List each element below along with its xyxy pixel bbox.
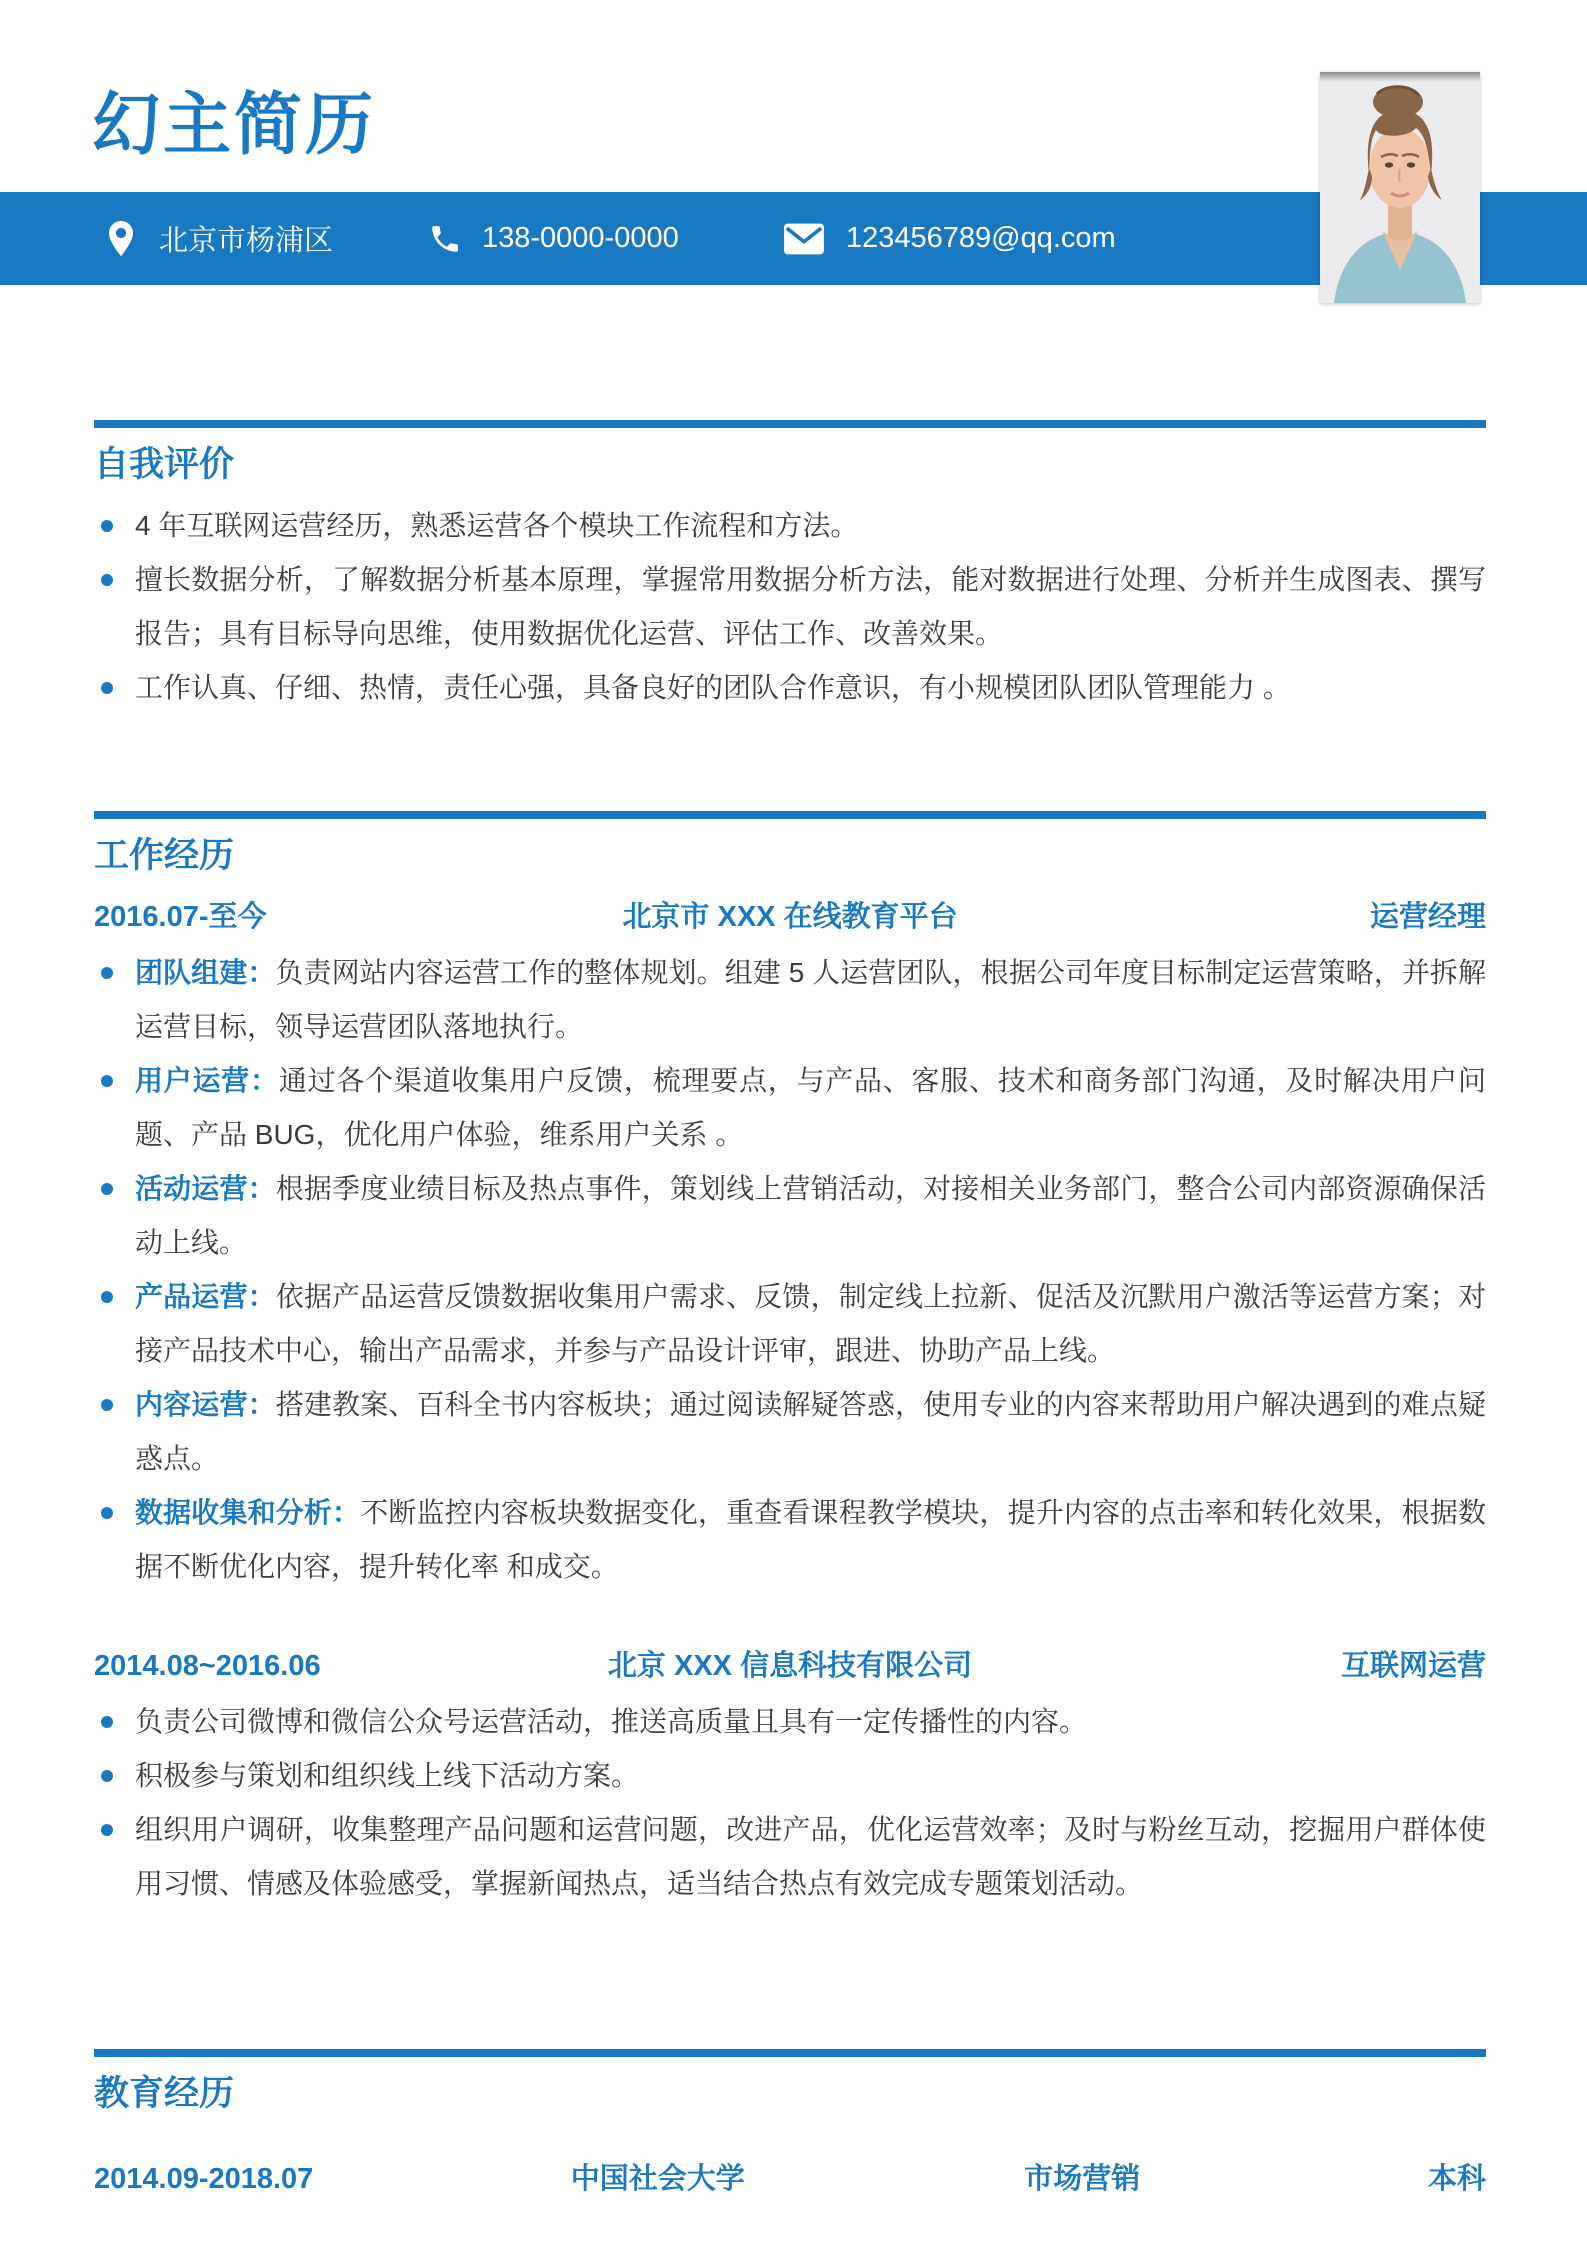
portrait-illustration xyxy=(1320,72,1480,303)
education-school: 中国社会大学 xyxy=(570,2163,745,2196)
bullet-item: 4 年互联网运营经历，熟悉运营各个模块工作流程和方法。 xyxy=(94,499,1486,553)
bullet-item: 数据收集和分析：不断监控内容板块数据变化，重查看课程教学模块，提升内容的点击率和转化效果，根据数据不断优化内容，提升转化率 和成交。 xyxy=(94,1486,1486,1594)
self-evaluation-list xyxy=(94,499,1486,715)
education-period: 2014.09-2018.07 xyxy=(94,2163,314,2196)
job-company: 北京 XXX 信息科技有限公司 xyxy=(607,1649,973,1682)
bullet-item: 擅长数据分析，了解数据分析基本原理，掌握常用数据分析方法，能对数据进行处理、分析并生成图表、撰写报告；具有目标导向思维，使用数据优化运营、评估工作、改善效果。 xyxy=(94,553,1486,661)
education-major: 市场营销 xyxy=(1024,2163,1141,2196)
resume-content xyxy=(94,420,1486,2199)
bullet-label: 用户运营： xyxy=(135,1064,279,1096)
bullet-item: 活动运营：根据季度业绩目标及热点事件，策划线上营销活动，对接相关业务部门，整合公司内部资源确保活动上线。 xyxy=(94,1162,1486,1270)
bullet-item: 工作认真、仔细、热情，责任心强，具备良好的团队合作意识，有小规模团队团队管理能力 。 xyxy=(94,661,1486,715)
section-rule xyxy=(94,420,1486,428)
job-period: 2016.07-至今 xyxy=(94,900,267,933)
work-experience-heading: 工作经历 xyxy=(94,835,235,875)
phone-text: 138-0000-0000 xyxy=(482,222,679,254)
bullet-label: 团队组建： xyxy=(135,956,276,988)
location-pin-icon xyxy=(103,219,139,259)
bullet-item: 产品运营：依据产品运营反馈数据收集用户需求、反馈，制定线上拉新、促活及沉默用户激活等运营方案；对接产品技术中心，输出产品需求，并参与产品设计评审，跟进、协助产品上线。 xyxy=(94,1270,1486,1378)
bullet-item: 负责公司微博和微信公众号运营活动，推送高质量且具有一定传播性的内容。 xyxy=(94,1695,1486,1749)
bullet-label: 内容运营： xyxy=(135,1388,276,1420)
phone-icon xyxy=(428,222,462,256)
job-header-1 xyxy=(94,897,1486,937)
email-text: 123456789@qq.com xyxy=(846,222,1116,254)
bullet-item: 积极参与策划和组织线上线下活动方案。 xyxy=(94,1749,1486,1803)
page-title: 幻主简历 xyxy=(92,87,377,163)
bullet-item: 内容运营：搭建教案、百科全书内容板块；通过阅读解疑答惑，使用专业的内容来帮助用户解决遇到的难点疑惑点。 xyxy=(94,1378,1486,1486)
section-self-evaluation xyxy=(94,420,1486,715)
job-1-duty-list xyxy=(94,946,1486,1594)
section-work-experience xyxy=(94,811,1486,1911)
bullet-label: 产品运营： xyxy=(135,1280,276,1312)
education-row xyxy=(94,2159,1486,2199)
job-position: 互联网运营 xyxy=(1340,1649,1486,1682)
profile-photo xyxy=(1320,72,1480,303)
bullet-label: 数据收集和分析： xyxy=(135,1496,361,1528)
envelope-icon xyxy=(782,220,826,258)
job-position: 运营经理 xyxy=(1369,900,1486,933)
section-rule xyxy=(94,2049,1486,2057)
self-evaluation-heading: 自我评价 xyxy=(94,445,235,484)
contact-email xyxy=(782,192,1116,285)
section-education xyxy=(94,2049,1486,2200)
bullet-item: 组织用户调研，收集整理产品问题和运营问题，改进产品，优化运营效率；及时与粉丝互动，挖掘用户群体使用习惯、情感及体验感受，掌握新闻热点，适当结合热点有效完成专题策划活动。 xyxy=(94,1803,1486,1911)
job-header-2 xyxy=(94,1646,1486,1686)
job-company: 北京市 XXX 在线教育平台 xyxy=(622,900,958,933)
education-heading: 教育经历 xyxy=(94,2073,235,2113)
job-period: 2014.08~2016.06 xyxy=(94,1649,321,1682)
section-rule xyxy=(94,811,1486,819)
bullet-item: 团队组建：负责网站内容运营工作的整体规划。组建 5 人运营团队，根据公司年度目标制定运营策略，并拆解运营目标，领导运营团队落地执行。 xyxy=(94,946,1486,1054)
job-2-duty-list xyxy=(94,1695,1486,1911)
bullet-label: 活动运营： xyxy=(135,1172,276,1204)
contact-phone xyxy=(428,192,679,285)
contact-location xyxy=(103,192,333,285)
location-text: 北京市杨浦区 xyxy=(159,225,334,257)
education-degree: 本科 xyxy=(1427,2163,1486,2196)
bullet-item: 用户运营：通过各个渠道收集用户反馈，梳理要点，与产品、客服、技术和商务部门沟通，及时解决用户问题、产品 BUG，优化用户体验，维系用户关系 。 xyxy=(94,1054,1486,1162)
